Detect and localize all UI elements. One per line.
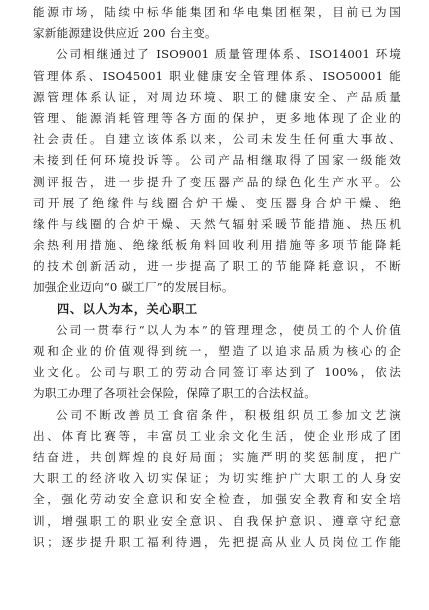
text-line: 业文化。公司与职工的劳动合同签订率达到了 100%，依法 [33, 365, 401, 380]
text-line: 缘件与线圈的合炉干燥、天然气辐射采暖节能措施、热压机 [33, 216, 401, 231]
text-line: 的技术创新活动，进一步提高了职工的节能降耗意识，不断 [33, 259, 401, 274]
text-line: 家新能源建设供应近 200 台主变。 [33, 26, 217, 41]
text-line: 结奋进，共创辉煌的良好局面；实施严明的奖惩制度，把广 [33, 449, 401, 464]
text-line: 加强企业迈向“0 碳工厂”的发展目标。 [33, 280, 234, 295]
text-line: 出、体育比赛等，丰富员工业余文化生活，使企业形成了团 [33, 428, 401, 443]
text-line: 为职工办理了各项社会保险，保障了职工的合法权益。 [33, 386, 317, 401]
text-line: 公司一贯奉行“以人为本”的管理理念，使员工的个人价值 [56, 322, 401, 337]
text-line: 源管理体系认证，对周边环境、职工的健康安全、产品质量 [33, 89, 401, 104]
section-heading: 四、以人为本，关心职工 [57, 301, 198, 316]
text-line: 未接到任何环境投诉等。公司产品相继取得了国家一级能效 [33, 153, 401, 168]
text-line: 识；逐步提升职工福利待遇，先把提高从业人员岗位工作能 [33, 534, 401, 549]
text-line: 能源市场，陆续中标华能集团和华电集团框架，目前已为国 [33, 5, 401, 19]
paragraph-1 [33, 2, 401, 44]
text-line: 社会责任。自建立该体系以来，公司未发生任何重大事故、 [33, 132, 401, 147]
paragraph-3 [33, 320, 401, 405]
text-line: 司开展了绝缘件与线圈合炉干燥、变压器身合炉干燥、绝 [33, 195, 401, 210]
text-line: 测评报告，进一步提升了变压器产品的绿色化生产水平。公 [33, 174, 401, 189]
paragraph-2 [33, 44, 401, 298]
text-line: 管理、能源消耗管理等各方面的保护，更多地体现了企业的 [33, 110, 401, 125]
text-line: 全，强化劳动安全意识和安全检查，加强安全教育和安全培 [33, 492, 401, 507]
text-line: 大职工的经济收入切实保证；为切实维护广大职工的人身安 [33, 471, 401, 486]
text-line: 训，增强职工的职业安全意识、自我保护意识、遵章守纪意 [33, 513, 401, 528]
text-line: 观和企业的价值观得到统一，塑造了以追求品质为核心的企 [33, 344, 401, 358]
paragraph-4 [33, 405, 401, 553]
text-line: 公司不断改善员工食宿条件，积极组织员工参加文艺演 [56, 407, 401, 422]
text-line: 管理体系、ISO45001 职业健康安全管理体系、ISO50001 能 [33, 68, 401, 83]
text-line: 公司相继通过了 ISO9001 质量管理体系、ISO14001 环境 [56, 47, 401, 62]
text-line: 余热利用措施、绝缘纸板角料回收利用措施等多项节能降耗 [33, 238, 401, 253]
